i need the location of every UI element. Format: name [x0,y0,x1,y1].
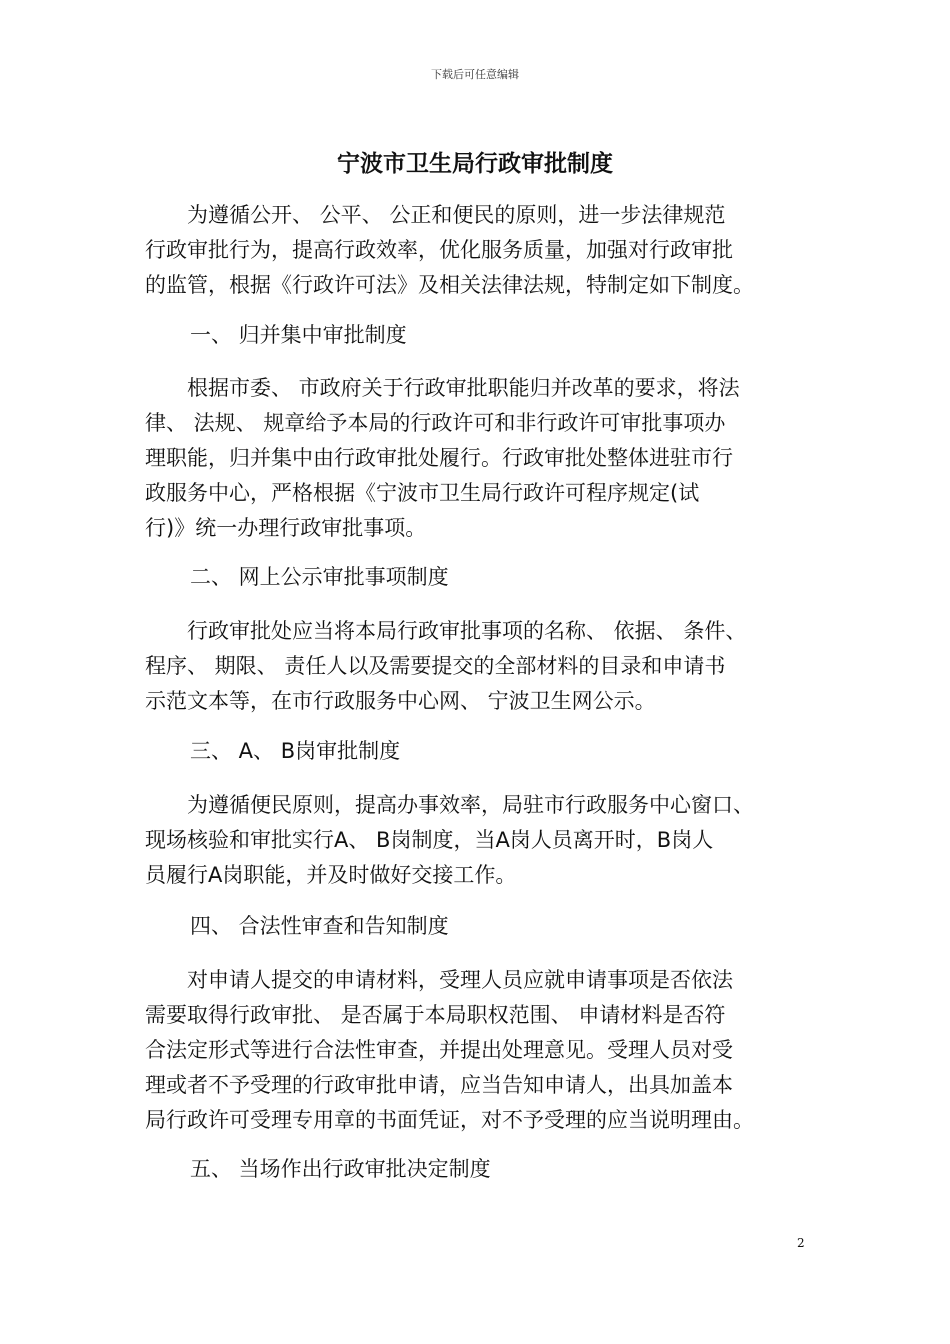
paragraph-line: 局行政许可受理专用章的书面凭证，对不予受理的应当说明理由。 [145,1108,754,1132]
intro-line: 的监管，根据《行政许可法》及相关法律法规，特制定如下制度。 [145,273,754,297]
section-2-paragraph [145,614,805,719]
section-3-paragraph [145,788,805,893]
page-number: 2 [797,1236,805,1250]
section-heading-5: 五、 当场作出行政审批决定制度 [190,1157,491,1181]
intro-line: 行政审批行为，提高行政效率，优化服务质量，加强对行政审批 [145,238,733,262]
section-1-paragraph [145,371,805,546]
page-header: 下载后可任意编辑 [431,68,519,81]
section-heading-1: 一、 归并集中审批制度 [190,323,407,347]
section-heading-2: 二、 网上公示审批事项制度 [190,565,449,589]
section-heading-3: 三、 A、 B岗审批制度 [190,739,401,763]
paragraph-line: 为遵循便民原则，提高办事效率，局驻市行政服务中心窗口、 [145,793,754,817]
paragraph-line: 现场核验和审批实行A、 B岗制度，当A岗人员离开时，B岗人 [145,828,714,852]
intro-line: 为遵循公开、 公平、 公正和便民的原则，进一步法律规范 [145,203,726,227]
paragraph-line: 根据市委、 市政府关于行政审批职能归并改革的要求，将法 [145,376,740,400]
paragraph-line: 理或者不予受理的行政审批申请，应当告知申请人，出具加盖本 [145,1073,733,1097]
document-title: 宁波市卫生局行政审批制度 [337,151,613,177]
paragraph-line: 对申请人提交的申请材料，受理人员应就申请事项是否依法 [145,968,733,992]
paragraph-line: 行)》统一办理行政审批事项。 [145,516,427,540]
paragraph-line: 程序、 期限、 责任人以及需要提交的全部材料的目录和申请书 [145,654,726,678]
paragraph-line: 理职能，归并集中由行政审批处履行。行政审批处整体进驻市行 [145,446,733,470]
paragraph-line: 律、 法规、 规章给予本局的行政许可和非行政许可审批事项办 [145,411,726,435]
paragraph-line: 需要取得行政审批、 是否属于本局职权范围、 申请材料是否符 [145,1003,726,1027]
section-heading-4: 四、 合法性审查和告知制度 [190,914,449,938]
paragraph-line: 行政审批处应当将本局行政审批事项的名称、 依据、 条件、 [145,619,747,643]
paragraph-line: 员履行A岗职能，并及时做好交接工作。 [145,863,517,887]
intro-paragraph [145,198,805,303]
section-4-paragraph [145,963,805,1138]
paragraph-line: 政服务中心，严格根据《宁波市卫生局行政许可程序规定(试 [145,481,700,505]
paragraph-line: 合法定形式等进行合法性审查，并提出处理意见。受理人员对受 [145,1038,733,1062]
paragraph-line: 示范文本等，在市行政服务中心网、 宁波卫生网公示。 [145,689,656,713]
